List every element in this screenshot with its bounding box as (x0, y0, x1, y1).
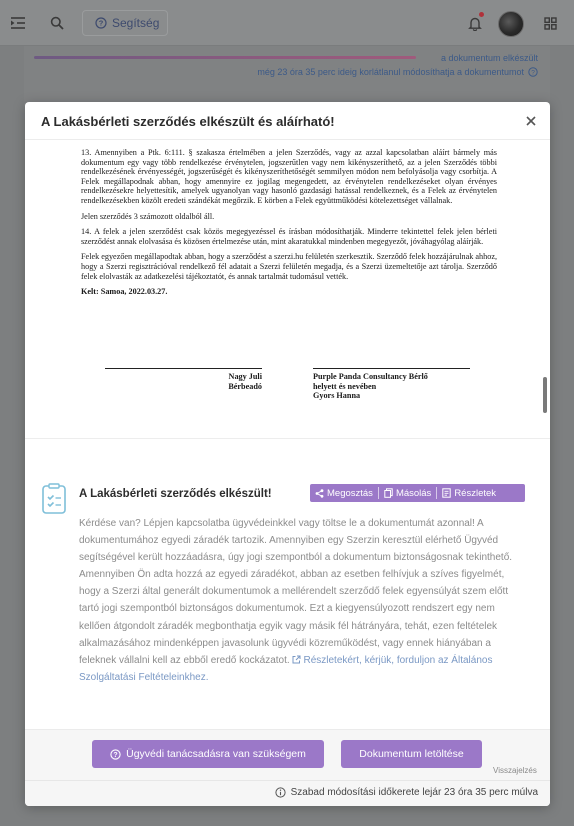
signature-line-left (105, 368, 262, 369)
info-body-text: Kérdése van? Lépjen kapcsolatba ügyvédeinkkel vagy töltse le a dokumentumát azonnal! A dokumentumához egyedi záradék tartozik. Amennyiben egy Szerzin keresztül elérhető Ügyvéd segítségével került hozzáadásra, úgy jogi szempontból a dokumentum biztonságosnak tekinthető. Amennyiben Ön adta hozzá az egyedi záradékot, abban az esetben felhívjuk a szíves figyelmét, hogy a Szerzi által generált dokumentumok a mellérendelt szerződő felek egyensúlyát szem előtt tartó jogi szempontból biztonságos dokumentumok. Ezt a kiegyensúlyozott rendszert egy nem kellően átgondolt záradék megbonthatja egyik vagy másik fél hátrányára, tehát, ezen feltételek alkalmazásához mindenképpen javasolunk ügyvédi közreműködést, vagy ennek hiányában a feleknek vállalni kell az ebből eredő kockázatot. (79, 518, 513, 666)
modal-footer (25, 729, 550, 806)
svg-text:?: ? (113, 751, 118, 759)
details-icon (442, 488, 451, 498)
help-button[interactable] (82, 10, 168, 36)
signature-right-line2: helyett és nevében (313, 381, 377, 391)
status-time-text (257, 67, 538, 77)
info-icon (275, 787, 286, 798)
share-icon (315, 489, 324, 498)
document-ready-modal (25, 102, 550, 806)
terms-link-text: Részletekért, kérjük, forduljon az Általános Szolgáltatási Feltételeinkhez. (79, 654, 493, 683)
close-icon (526, 116, 536, 126)
document-check-icon (41, 483, 67, 515)
status-time-label: még 23 óra 35 perc ideig korlátlanul módosíthatja a dokumentumot (257, 67, 524, 77)
signature-line-right (313, 368, 470, 369)
grid-apps-icon[interactable] (540, 13, 560, 33)
signature-right-line3: Gyors Hanna (313, 391, 361, 401)
details-button[interactable] (437, 484, 501, 502)
avatar[interactable] (498, 11, 524, 37)
info-body (79, 515, 527, 686)
help-circle-icon (110, 749, 121, 760)
modal-header (25, 102, 550, 140)
feedback-link[interactable]: Visszajelzés (493, 766, 537, 775)
copy-button[interactable] (379, 484, 436, 502)
menu-collapse-icon[interactable] (8, 13, 28, 33)
signature-right (313, 372, 483, 401)
document-preview[interactable] (25, 140, 550, 438)
doc-paragraph: Felek egyezően megállapodtak abban, hogy a szerződést a szerzi.hu felületén szerkesztik. Szerződő felek hozzájárulnak ahhoz, hogy a Szerzi regisztrációval rendelkező fél adatait a Szerzi felületén megadja, és a Szerzi üzemeltetője azt tárolja. Szerződő felek elolvasták az adatkezelési tájékoztatót, és annak tartalmát tudomásul vették. (81, 252, 498, 281)
doc-paragraph: 14. A felek a jelen szerződést csak közös megegyezéssel és írásban módosíthatják. Minderre tekintettel felek jelen bérleti szerződést annak elolvasása és közösen értelmezése után, mint akaratukkal mindenben megegyezőt, jóváhagyólag aláírják. (81, 227, 497, 246)
progress-bar (34, 56, 416, 59)
svg-text:?: ? (531, 69, 535, 77)
download-button[interactable] (341, 740, 482, 768)
action-bar (310, 484, 525, 502)
download-label: Dokumentum letöltése (359, 748, 464, 760)
signature-right-line1: Purple Panda Consultancy Bérlő (313, 372, 428, 381)
info-section (25, 439, 550, 729)
search-icon[interactable] (47, 13, 67, 33)
info-title: A Lakásbérleti szerződés elkészült! (79, 488, 272, 500)
copy-label: Másolás (395, 487, 432, 499)
modal-title: A Lakásbérleti szerződés elkészült és aláírható! (41, 114, 335, 129)
copy-icon (384, 488, 393, 498)
details-label: Részletek (454, 487, 497, 499)
deadline-notice (275, 787, 538, 798)
top-bar (0, 0, 574, 46)
signature-left-role: Bérbeadó (228, 381, 262, 391)
lawyer-advice-label: Ügyvédi tanácsadásra van szükségem (126, 748, 306, 760)
help-circle-icon (528, 67, 538, 77)
share-button[interactable] (310, 484, 378, 502)
share-label: Megosztás (327, 487, 373, 499)
signature-left (105, 372, 262, 391)
svg-text:?: ? (98, 18, 104, 28)
help-label: Segítség (112, 16, 160, 30)
status-done-text: a dokumentum elkészült (440, 53, 538, 63)
document-scrollbar[interactable] (543, 377, 547, 413)
notification-dot (479, 12, 484, 17)
signature-left-name: Nagy Juli (228, 372, 262, 381)
doc-paragraph: 13. Amennyiben a Ptk. 6:111. § szakasza értelmében a jelen Szerződés, vagy az azzal kapcsolatban aláírt bármely más dokumentum egy vagy több rendelkezése érvénytelen, jogszerűtlen vagy nem kikényszeríthető, az a jelen Szerződés többi rendelkezésének érvényességét, jogszerűségét és kikényszeríthetőségét semmilyen módon nem befolyásolja vagy csorbítja. A Felek megállapodnak abban, hogy amennyire ez jogilag megengedett, az érvénytelen rendelkezéseket olyan érvényes rendelkezésekre helyettesítik, amelyek ugyanolyan vagy hasonló gazdasági hatással rendelkeznek, és a Felek az érvénytelen rendelkezésekben közölt eredeti szándékát megőrzik. E körben a Felek együttműködési kötelezettséget vállalnak. (81, 148, 497, 205)
doc-paragraph: Jelen szerződés 3 számozott oldalból áll. (81, 211, 215, 221)
close-button[interactable] (522, 112, 540, 130)
external-link-icon (292, 655, 301, 664)
document-text (81, 148, 497, 303)
lawyer-advice-button[interactable] (92, 740, 324, 768)
footer-divider (25, 780, 550, 781)
help-circle-icon (95, 17, 107, 29)
doc-date-line: Kelt: Samoa, 2022.03.27. (81, 287, 168, 297)
deadline-text: Szabad módosítási időkerete lejár 23 óra 35 perc múlva (290, 787, 538, 798)
